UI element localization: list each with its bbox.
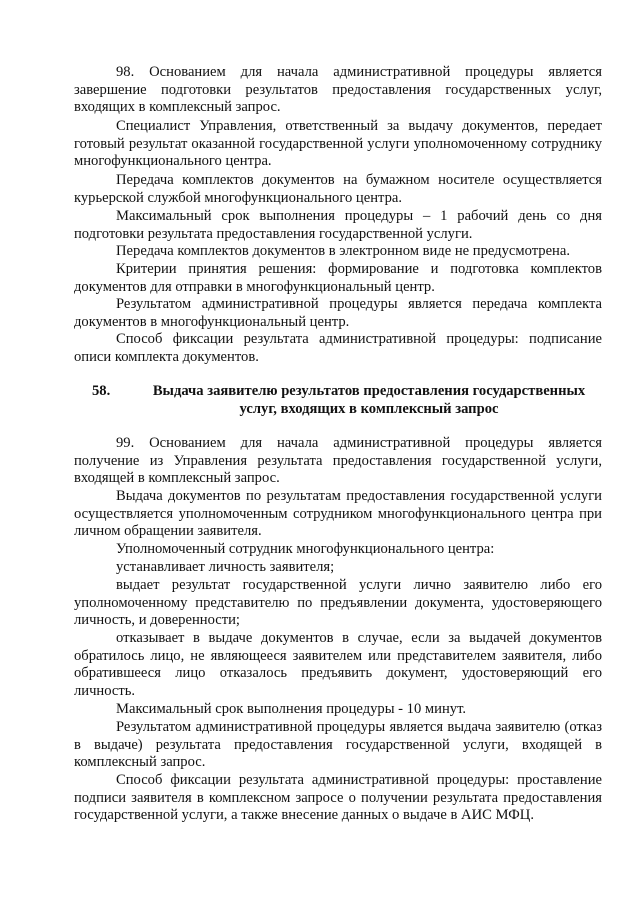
paragraph-max-term-2: Максимальный срок выполнения процедуры - 10 минут. [116,701,466,717]
paragraph-result-1: Результатом административной процедуры является передача комплекта документов в многофункциональный центр. [74,296,602,330]
section-number: 58. [92,383,111,399]
paragraph-decision-criteria: Критерии принятия решения: формирование и подготовка комплектов документов для отправки в многофункциональный центр. [74,261,602,295]
paragraph-result-2: Результатом административной процедуры является выдача заявителю (отказ в выдаче) результата предоставления государственной услуги, входящей в комплексный запрос. [74,719,602,771]
paragraph-99-basis: 99. Основанием для начала административной процедуры является получение из Управления результата предоставления государственной услуги, входящей в комплексный запрос. [74,435,602,487]
paragraph-issuance: Выдача документов по результатам предоставления государственной услуги осуществляется уполномоченным сотрудником многофункционального центра при личном обращении заявителя. [74,488,602,540]
paragraph-fixation-1: Способ фиксации результата административной процедуры: подписание описи комплекта документов. [74,331,602,365]
paragraph-specialist-transfer: Специалист Управления, ответственный за выдачу документов, передает готовый результат оказанной государственной услуги уполномоченному сотруднику многофункционального центра. [74,118,602,170]
paragraph-authorized-employee: Уполномоченный сотрудник многофункционального центра: [116,541,495,557]
paragraph-98-basis: 98. Основанием для начала административной процедуры является завершение подготовки результатов предоставления государственных услуг, входящих в комплексный запрос. [74,64,602,116]
paragraph-refusal: отказывает в выдаче документов в случае, если за выдачей документов обратилось лицо, не являющееся заявителем или представителем заявителя, либо обратившееся лицо отказалось предъявить документ, удостоверяющий его личность. [74,630,602,699]
paragraph-electronic-transfer: Передача комплектов документов в электронном виде не предусмотрена. [116,243,570,259]
section-heading [74,382,602,418]
paragraph-fixation-2: Способ фиксации результата административной процедуры: проставление подписи заявителя в комплексном запросе о получении результата предоставления государственной услуги, а также внесение данных о выдаче в АИС МФЦ. [74,772,602,824]
paragraph-paper-delivery: Передача комплектов документов на бумажном носителе осуществляется курьерской службой многофункционального центра. [74,172,602,206]
paragraph-issue-result: выдает результат государственной услуги лично заявителю либо его уполномоченному представителю по предъявлении документа, удостоверяющего личность, и доверенности; [74,577,602,629]
paragraph-identity-check: устанавливает личность заявителя; [116,559,335,575]
paragraph-max-term-1: Максимальный срок выполнения процедуры – 1 рабочий день со дня подготовки результата предоставления государственной услуги. [74,208,602,242]
section-title: Выдача заявителю результатов предоставления государственных услуг, входящих в комплексный запрос [152,383,586,417]
